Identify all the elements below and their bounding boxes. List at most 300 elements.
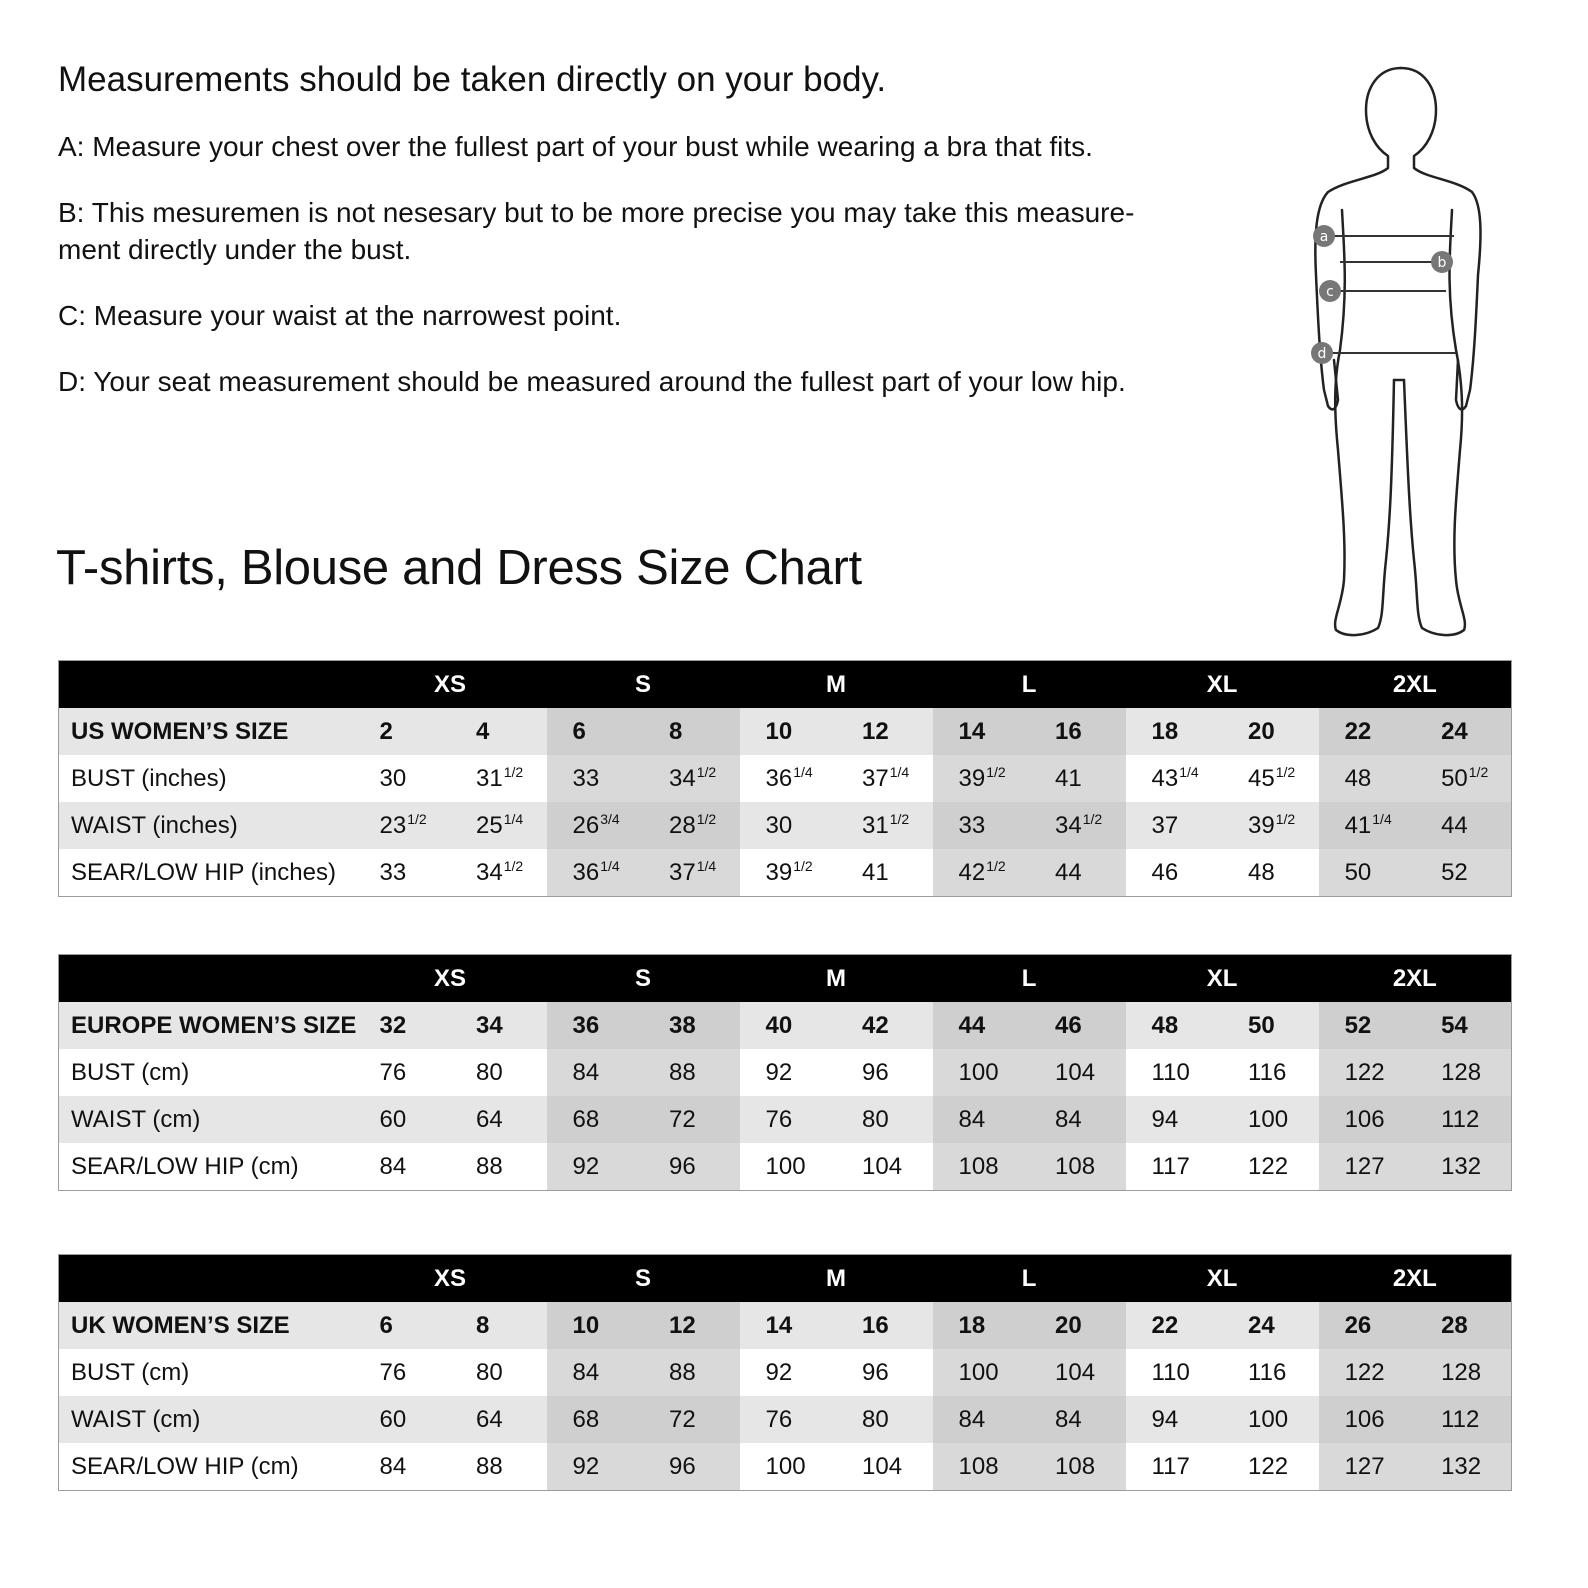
measurement-value: [547, 1143, 644, 1191]
size-cell: 18: [1126, 708, 1223, 755]
value-main: 34: [476, 858, 503, 886]
value-fraction: 1/2: [1275, 763, 1296, 780]
measurement-value: [450, 802, 547, 849]
marker-c-label: c: [1326, 284, 1334, 300]
measurement-value: [354, 1349, 451, 1396]
chart-title: T-shirts, Blouse and Dress Size Chart: [56, 541, 862, 595]
value-main: 106: [1344, 1105, 1385, 1133]
value-main: 110: [1151, 1358, 1190, 1386]
measurement-value: [836, 1096, 933, 1143]
size-cell: 40: [740, 1002, 837, 1049]
value-main: 100: [765, 1452, 806, 1480]
size-group-xl: XL: [1126, 1255, 1319, 1303]
size-cell: 20: [1222, 708, 1319, 755]
size-row: [59, 1002, 1512, 1049]
measurement-value: [836, 849, 933, 897]
value-main: 33: [572, 764, 600, 792]
value-main: 100: [1248, 1105, 1289, 1133]
value-main: 122: [1344, 1358, 1385, 1386]
measurement-value: [740, 849, 837, 897]
value-fraction: 1/2: [1082, 810, 1103, 827]
value-main: 116: [1248, 1358, 1287, 1386]
measurement-value: [1319, 1396, 1416, 1443]
size-cell: 6: [354, 1302, 451, 1349]
value-fraction: 3/4: [600, 810, 620, 827]
measurement-label: SEAR/LOW HIP (inches): [59, 849, 354, 897]
value-main: 39: [958, 764, 986, 792]
measurement-value: [933, 849, 1030, 897]
measurement-value: [740, 1349, 837, 1396]
value-main: 112: [1441, 1405, 1480, 1433]
measurement-value: [354, 1049, 451, 1096]
measurement-value: [1222, 1049, 1319, 1096]
size-group-2xl: 2XL: [1319, 1255, 1512, 1303]
value-main: 44: [1055, 858, 1082, 886]
value-main: 39: [765, 858, 793, 886]
size-group-s: S: [547, 661, 740, 709]
instruction-d: D: Your seat measurement should be measured around the fullest part of your low hip.: [58, 366, 1126, 397]
value-main: 122: [1344, 1058, 1385, 1086]
value-main: 33: [379, 858, 407, 886]
europe-size-table: [58, 954, 1512, 1191]
measurement-value: [547, 1049, 644, 1096]
value-main: 132: [1441, 1452, 1482, 1480]
measurement-value: [836, 1143, 933, 1191]
value-main: 122: [1248, 1152, 1289, 1180]
value-main: 96: [669, 1152, 696, 1180]
measurement-value: [354, 1396, 451, 1443]
value-main: 26: [572, 811, 600, 839]
measurement-value: [933, 1396, 1030, 1443]
value-main: 80: [862, 1105, 889, 1133]
value-main: 34: [1055, 811, 1082, 839]
measurement-value: [1222, 1096, 1319, 1143]
value-main: 72: [669, 1105, 696, 1133]
measurement-label: WAIST (inches): [59, 802, 354, 849]
measurement-value: [933, 1349, 1030, 1396]
size-cell: 42: [836, 1002, 933, 1049]
size-group-xl: XL: [1126, 955, 1319, 1003]
value-main: 30: [379, 764, 407, 792]
measurement-row: [59, 1396, 1512, 1443]
value-main: 92: [572, 1452, 600, 1480]
value-fraction: 1/4: [600, 857, 620, 874]
uk-size-table: [58, 1254, 1512, 1491]
measurement-value: [836, 1396, 933, 1443]
size-cell: 20: [1029, 1302, 1126, 1349]
size-cell: 54: [1415, 1002, 1512, 1049]
size-cell: 22: [1319, 708, 1416, 755]
value-fraction: 1/2: [986, 857, 1006, 874]
value-main: 42: [958, 858, 986, 886]
instruction-a: A: Measure your chest over the fullest part of your bust while wearing a bra that fits.: [58, 131, 1093, 162]
value-main: 52: [1441, 858, 1468, 886]
size-cell: 48: [1126, 1002, 1223, 1049]
measurement-value: [1319, 1143, 1416, 1191]
size-row: [59, 708, 1512, 755]
measurement-label: BUST (inches): [59, 755, 354, 802]
value-main: 108: [1055, 1152, 1096, 1180]
measurement-value: [1222, 802, 1319, 849]
size-cell: 50: [1222, 1002, 1319, 1049]
value-main: 36: [765, 764, 793, 792]
measurement-value: [740, 1443, 837, 1491]
value-main: 68: [572, 1105, 600, 1133]
size-cell: 10: [547, 1302, 644, 1349]
size-cell: 26: [1319, 1302, 1416, 1349]
measurement-value: [836, 755, 933, 802]
header-blank: [59, 661, 354, 709]
size-cell: 44: [933, 1002, 1030, 1049]
measurement-value: [547, 1349, 644, 1396]
value-main: 104: [1055, 1058, 1096, 1086]
value-main: 46: [1151, 858, 1179, 886]
measurement-value: [450, 1143, 547, 1191]
measurement-value: [1415, 802, 1512, 849]
measurement-label: SEAR/LOW HIP (cm): [59, 1143, 354, 1191]
size-group-m: M: [740, 661, 933, 709]
size-cell: 8: [643, 708, 740, 755]
value-main: 72: [669, 1405, 696, 1433]
measurement-value: [354, 849, 451, 897]
value-main: 132: [1441, 1152, 1482, 1180]
value-main: 76: [765, 1105, 793, 1133]
value-main: 28: [669, 811, 696, 839]
measurement-value: [1222, 1349, 1319, 1396]
value-main: 92: [765, 1358, 793, 1386]
measurement-value: [1415, 1349, 1512, 1396]
value-main: 36: [572, 858, 600, 886]
measurement-value: [643, 849, 740, 897]
value-main: 100: [765, 1152, 806, 1180]
value-main: 96: [862, 1358, 889, 1386]
measurement-row: [59, 1049, 1512, 1096]
size-cell: 12: [836, 708, 933, 755]
value-main: 76: [379, 1058, 407, 1086]
value-main: 84: [572, 1358, 600, 1386]
size-cell: 22: [1126, 1302, 1223, 1349]
value-main: 112: [1441, 1105, 1480, 1133]
value-main: 80: [476, 1358, 503, 1386]
measurement-label: BUST (cm): [59, 1349, 354, 1396]
value-main: 39: [1248, 811, 1275, 839]
value-fraction: 1/2: [407, 810, 427, 827]
measurement-value: [740, 1143, 837, 1191]
size-cell: 38: [643, 1002, 740, 1049]
size-cell: 18: [933, 1302, 1030, 1349]
value-main: 41: [862, 858, 889, 886]
instruction-b: [58, 194, 1288, 268]
measurement-value: [1319, 849, 1416, 897]
measurement-label: WAIST (cm): [59, 1396, 354, 1443]
size-group-xs: XS: [354, 661, 547, 709]
value-main: 37: [862, 764, 889, 792]
measurement-label: SEAR/LOW HIP (cm): [59, 1443, 354, 1491]
measurement-value: [1029, 1049, 1126, 1096]
measurement-value: [1415, 1443, 1512, 1491]
size-group-s: S: [547, 955, 740, 1003]
value-main: 84: [379, 1152, 407, 1180]
measurement-value: [354, 1143, 451, 1191]
measurement-row: [59, 755, 1512, 802]
measurement-value: [1319, 1049, 1416, 1096]
value-main: 92: [765, 1058, 793, 1086]
measurement-value: [1319, 802, 1416, 849]
measurement-value: [1029, 1096, 1126, 1143]
instructions-heading: Measurements should be taken directly on your body.: [58, 60, 887, 99]
value-main: 31: [862, 811, 889, 839]
measurement-value: [1222, 1443, 1319, 1491]
measurement-value: [1222, 1143, 1319, 1191]
measurement-value: [643, 1349, 740, 1396]
value-fraction: 1/4: [1372, 810, 1392, 827]
value-main: 48: [1344, 764, 1372, 792]
measurement-value: [836, 802, 933, 849]
value-main: 122: [1248, 1452, 1289, 1480]
measurement-value: [933, 802, 1030, 849]
value-fraction: 1/2: [986, 763, 1006, 780]
measurement-value: [450, 1349, 547, 1396]
measurement-value: [933, 755, 1030, 802]
measurement-value: [1222, 1396, 1319, 1443]
value-main: 84: [379, 1452, 407, 1480]
value-main: 88: [669, 1358, 696, 1386]
value-main: 84: [1055, 1405, 1082, 1433]
size-cell: 14: [933, 708, 1030, 755]
size-group-header: [59, 955, 1512, 1003]
measurement-value: [547, 1443, 644, 1491]
measurement-value: [1029, 802, 1126, 849]
size-group-s: S: [547, 1255, 740, 1303]
value-main: 100: [958, 1058, 999, 1086]
measurement-value: [1126, 1096, 1223, 1143]
value-main: 68: [572, 1405, 600, 1433]
measurement-value: [643, 802, 740, 849]
measurement-value: [643, 1396, 740, 1443]
size-group-xs: XS: [354, 955, 547, 1003]
value-main: 48: [1248, 858, 1275, 886]
measurement-value: [1319, 1349, 1416, 1396]
size-cell: 16: [836, 1302, 933, 1349]
value-main: 100: [958, 1358, 999, 1386]
measurement-value: [643, 1096, 740, 1143]
value-main: 84: [958, 1105, 986, 1133]
measurement-row: [59, 849, 1512, 897]
measurement-value: [354, 1443, 451, 1491]
value-main: 117: [1151, 1152, 1190, 1180]
measurement-value: [836, 1443, 933, 1491]
value-main: 43: [1151, 764, 1179, 792]
size-group-xl: XL: [1126, 661, 1319, 709]
value-main: 108: [1055, 1452, 1096, 1480]
value-fraction: 1/4: [696, 857, 717, 874]
size-group-header: [59, 661, 1512, 709]
value-main: 34: [669, 764, 696, 792]
measurement-value: [643, 1443, 740, 1491]
size-cell: 10: [740, 708, 837, 755]
value-main: 41: [1055, 764, 1082, 792]
value-main: 76: [379, 1358, 407, 1386]
measurement-value: [933, 1443, 1030, 1491]
measurement-value: [547, 755, 644, 802]
measurement-value: [1415, 1096, 1512, 1143]
measurement-value: [1415, 849, 1512, 897]
size-group-header: [59, 1255, 1512, 1303]
marker-b-label: b: [1437, 255, 1447, 271]
value-main: 50: [1441, 764, 1468, 792]
value-main: 60: [379, 1405, 407, 1433]
measurement-value: [1222, 755, 1319, 802]
measurement-value: [1126, 1396, 1223, 1443]
measurement-value: [1415, 755, 1512, 802]
measurement-row: [59, 802, 1512, 849]
size-row-label: EUROPE WOMEN’S SIZE: [59, 1002, 354, 1049]
measurement-value: [1319, 755, 1416, 802]
value-main: 104: [862, 1152, 903, 1180]
measurement-value: [1126, 849, 1223, 897]
value-main: 108: [958, 1152, 999, 1180]
size-cell: 36: [547, 1002, 644, 1049]
measurement-value: [1415, 1049, 1512, 1096]
value-main: 88: [476, 1452, 503, 1480]
size-cell: 2: [354, 708, 451, 755]
measurement-value: [1029, 755, 1126, 802]
size-cell: 46: [1029, 1002, 1126, 1049]
size-cell: 8: [450, 1302, 547, 1349]
size-cell: 28: [1415, 1302, 1512, 1349]
value-main: 117: [1151, 1452, 1190, 1480]
measurement-value: [1222, 849, 1319, 897]
value-fraction: 1/4: [503, 810, 524, 827]
value-main: 94: [1151, 1105, 1179, 1133]
value-main: 44: [1441, 811, 1468, 839]
measurement-value: [740, 1096, 837, 1143]
value-fraction: 1/2: [696, 810, 717, 827]
size-cell: 14: [740, 1302, 837, 1349]
value-main: 50: [1344, 858, 1372, 886]
size-cell: 12: [643, 1302, 740, 1349]
measurement-value: [1029, 849, 1126, 897]
measurement-row: [59, 1349, 1512, 1396]
size-cell: 32: [354, 1002, 451, 1049]
value-main: 106: [1344, 1405, 1385, 1433]
value-fraction: 1/4: [889, 763, 910, 780]
value-main: 94: [1151, 1405, 1179, 1433]
value-fraction: 1/2: [503, 763, 524, 780]
value-main: 127: [1344, 1152, 1385, 1180]
size-cell: 16: [1029, 708, 1126, 755]
measurement-value: [1126, 1349, 1223, 1396]
measurement-value: [354, 755, 451, 802]
measurement-value: [740, 802, 837, 849]
size-group-m: M: [740, 1255, 933, 1303]
us-size-table: [58, 660, 1512, 897]
size-group-xs: XS: [354, 1255, 547, 1303]
measurement-label: WAIST (cm): [59, 1096, 354, 1143]
value-fraction: 1/2: [889, 810, 910, 827]
measurement-value: [740, 1049, 837, 1096]
measurement-value: [740, 755, 837, 802]
header-blank: [59, 1255, 354, 1303]
value-fraction: 1/2: [696, 763, 717, 780]
size-group-m: M: [740, 955, 933, 1003]
value-main: 96: [669, 1452, 696, 1480]
size-row-label: US WOMEN’S SIZE: [59, 708, 354, 755]
measurement-row: [59, 1443, 1512, 1491]
measurement-value: [1029, 1349, 1126, 1396]
value-main: 104: [862, 1452, 903, 1480]
measurement-value: [354, 802, 451, 849]
value-main: 64: [476, 1405, 503, 1433]
value-main: 128: [1441, 1058, 1482, 1086]
value-main: 25: [476, 811, 503, 839]
measurement-value: [450, 755, 547, 802]
value-main: 84: [958, 1405, 986, 1433]
measurement-label: BUST (cm): [59, 1049, 354, 1096]
size-group-l: L: [933, 955, 1126, 1003]
value-main: 116: [1248, 1058, 1287, 1086]
measurement-value: [450, 1443, 547, 1491]
measurement-value: [1029, 1143, 1126, 1191]
marker-d-label: d: [1317, 346, 1327, 362]
measurement-value: [450, 1396, 547, 1443]
instruction-c: C: Measure your waist at the narrowest point.: [58, 300, 622, 331]
measurement-value: [1126, 1443, 1223, 1491]
measurement-value: [643, 1143, 740, 1191]
size-cell: 6: [547, 708, 644, 755]
measurement-value: [643, 1049, 740, 1096]
measurement-value: [1029, 1443, 1126, 1491]
value-fraction: 1/4: [793, 763, 813, 780]
measurement-value: [1126, 1143, 1223, 1191]
value-main: 76: [765, 1405, 793, 1433]
measurement-value: [836, 1049, 933, 1096]
measurement-value: [1319, 1443, 1416, 1491]
size-group-2xl: 2XL: [1319, 661, 1512, 709]
value-main: 84: [572, 1058, 600, 1086]
measurement-value: [1319, 1096, 1416, 1143]
size-group-l: L: [933, 1255, 1126, 1303]
measurement-value: [547, 802, 644, 849]
value-main: 30: [765, 811, 793, 839]
value-fraction: 1/4: [1179, 763, 1199, 780]
measurement-instructions: [58, 58, 1288, 429]
size-row-label: UK WOMEN’S SIZE: [59, 1302, 354, 1349]
measurement-value: [1126, 1049, 1223, 1096]
value-main: 45: [1248, 764, 1275, 792]
value-main: 80: [862, 1405, 889, 1433]
value-main: 37: [669, 858, 696, 886]
marker-a-label: a: [1319, 229, 1329, 245]
value-fraction: 1/2: [503, 857, 524, 874]
instruction-b-line1: B: This mesuremen is not nesesary but to be more precise you may take this measure-: [58, 197, 1135, 228]
size-group-2xl: 2XL: [1319, 955, 1512, 1003]
measurement-value: [836, 1349, 933, 1396]
value-main: 104: [1055, 1358, 1096, 1386]
value-main: 41: [1344, 811, 1372, 839]
measurement-value: [1126, 755, 1223, 802]
measurement-value: [933, 1096, 1030, 1143]
size-cell: 52: [1319, 1002, 1416, 1049]
measurement-value: [1415, 1396, 1512, 1443]
size-cell: 34: [450, 1002, 547, 1049]
value-main: 80: [476, 1058, 503, 1086]
measurement-value: [450, 1096, 547, 1143]
body-measurement-figure: [1306, 60, 1496, 650]
value-main: 128: [1441, 1358, 1482, 1386]
measurement-value: [547, 1096, 644, 1143]
value-main: 100: [1248, 1405, 1289, 1433]
